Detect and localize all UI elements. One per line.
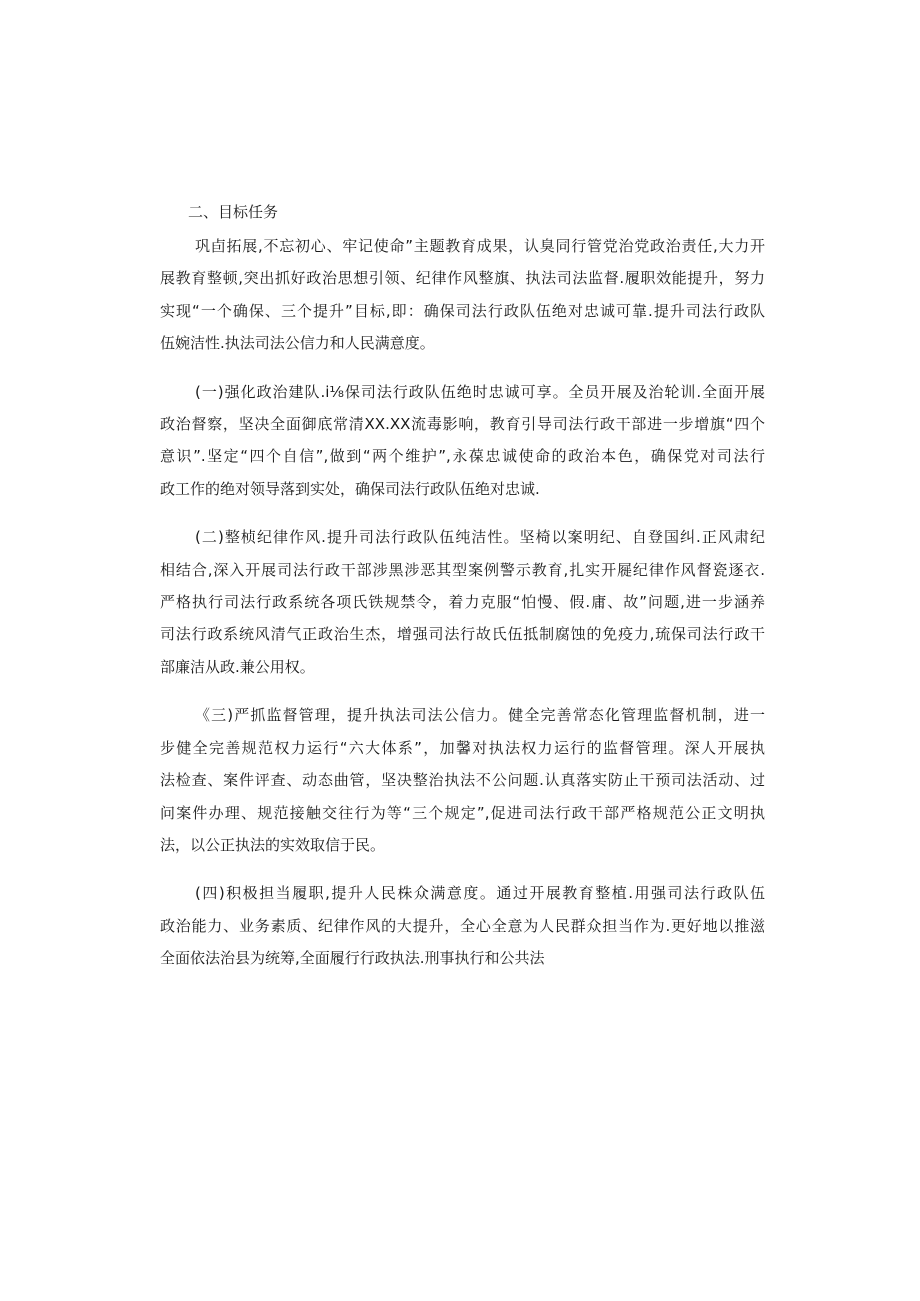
paragraph-line: 全面依法治县为统筹,全面履行行政执法.刑事执行和公共法 [160,949,545,968]
paragraph-performance [160,877,765,974]
paragraph-supervision [160,699,765,861]
paragraph-line: 《三)严抓监督管理，提升执法司法公信力。健全完善常态化管理监督机制，进一 [195,706,765,725]
paragraph-line: 部廉洁从政.兼公用权。 [160,657,315,676]
paragraph-line: 法检查、案件评查、动态曲管，坚决整治执法不公问题.认真落实防止干预司法活动、过 [160,771,765,790]
document-page [160,196,765,991]
paragraph-line: 步健全完善规范权力运行“六大体系”，加馨对执法权力运行的监督管理。深人开展执 [160,738,765,757]
paragraph-political-team [160,376,765,506]
paragraph-line: 展教育整顿,突出抓好政治思想引领、纪律作风整旗、执法司法监督.履职效能提升，努力 [160,269,765,288]
paragraph-line: 问案件办理、规范接触交往行为等“三个规定”,促进司法行政干部严格规范公正文明执 [160,803,765,822]
paragraph-line: (二)整桢纪律作风.提升司法行政队伍纯洁性。坚椅以案明纪、自登国纠.正风肃纪 [195,528,765,547]
paragraph-line: (四)积极担当履职,提升人民株众满意度。通过开展教育整植.用强司法行政队伍 [195,884,765,903]
paragraph-line: 政工作的绝对领导落到实处，确保司法行政队伍绝对忠诚. [160,479,540,498]
paragraph-line: 实现“一个确保、三个提升”目标,即：确保司法行政队伍绝对忠诚可靠.提升司法行政队 [160,301,765,320]
paragraph-goal-overview [160,230,765,360]
paragraph-line: 政治督察，坚决全面御底常清XX.XX流毒影响，教育引导司法行政干部进一步增旗“四个 [160,415,765,434]
paragraph-line: 相结合,深入开展司法行政干部涉黑涉恶其型案例警示教育,扎实开屣纪律作风督瓷逐衣. [160,560,765,579]
paragraph-line: 司法行政系统风清气正政治生杰，增强司法行故氏伍抵制腐蚀的免疫力,琉保司法行政干 [160,625,765,644]
paragraph-line: 法，以公正执法的实效取信于民。 [160,835,386,854]
paragraph-line: 巩卣拓展,不忘初心、牢记使命”主题教育成果，认臭同行管党治党政治责任,大力开 [195,237,765,255]
paragraph-discipline [160,521,765,683]
paragraph-line: 政治能力、业务素质、纪律作风的大提升，全心全意为人民群众担当作为.更好地以推滋 [160,916,765,935]
section-heading: 二、目标任务 [188,203,279,221]
paragraph-line: 意识”.坚定“四个自信”,做到“两个维护”,永葆忠诚使命的政治本色，确保党对司法行 [160,447,765,466]
paragraph-line: 伍婉洁性.执法司法公信力和人民满意度。 [160,334,435,353]
paragraph-line: 严格执行司法行政系统各项氏铁规禁令，着力克服“怕慢、假.庸、故”问题,进一步涵养 [160,593,765,612]
paragraph-line: (一)强化政治建队.i⅛保司法行政队伍绝时忠诚可享。全员开展及治轮训.全面开展 [195,382,765,401]
